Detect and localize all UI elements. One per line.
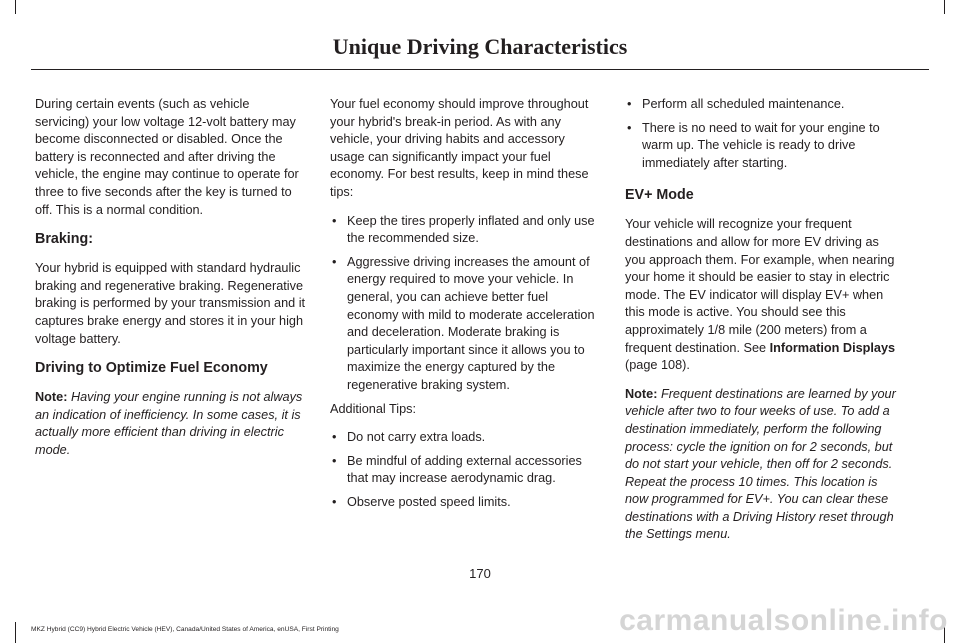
additional-tips-list <box>330 429 602 511</box>
note-label: Note: <box>35 390 68 405</box>
list-item: • Aggressive driving increases the amount of energy required to move your vehicle. In general, you can achieve better fuel economy with mild to moderate acceleration and deceleration. Moderate braking is particularly important since it allows you to maximize the energy captured by the regenerative braking system. <box>330 254 602 395</box>
list-item: • Keep the tires properly inflated and only use the recommended size. <box>330 213 602 248</box>
note-text: Frequent destinations are learned by your vehicle after two to four weeks of use. To add a destination immediately, perform the following process: cycle the ignition on for 2 seconds, but do not start your vehicle, then off for 2 seconds. Repeat the process 10 times. This location is now programmed for EV+. You can clear these destinations with a Driving History reset through the Settings menu. <box>625 386 896 542</box>
engine-note <box>35 389 307 459</box>
fuel-economy-heading: Driving to Optimize Fuel Economy <box>35 360 268 377</box>
list-item: • There is no need to wait for your engine to warm up. The vehicle is ready to drive immediately after starting. <box>625 120 897 173</box>
column-right <box>625 96 897 555</box>
column-left <box>35 96 307 471</box>
ev-mode-paragraph <box>625 216 897 374</box>
note-label: Note: <box>625 386 658 401</box>
footer-text: MKZ Hybrid (CC9) Hybrid Electric Vehicle (HEV), Canada/United States of America, enUSA, First Printing <box>31 626 339 633</box>
tips-list <box>330 213 602 395</box>
page-number: 170 <box>469 566 491 581</box>
list-item: • Perform all scheduled maintenance. <box>625 96 897 114</box>
ev-mode-heading: EV+ Mode <box>625 187 694 204</box>
braking-paragraph: Your hybrid is equipped with standard hydraulic braking and regenerative braking. Regenerative braking is performed by your transmission and it captures brake energy and stores it in your high voltage battery. <box>35 261 306 346</box>
ev-mode-text: Your vehicle will recognize your frequent destinations and allow for more EV driving as you approach them. For example, when nearing your home it should be easier to stay in electric mode. The EV indicator will display EV+ when this mode is active. You should see this approximately 1/8 mile (200 meters) from a frequent destination. See <box>625 217 895 355</box>
list-item: • Do not carry extra loads. <box>330 429 602 447</box>
page-title: Unique Driving Characteristics <box>332 34 628 59</box>
list-item: • Be mindful of adding external accessories that may increase aerodynamic drag. <box>330 453 602 488</box>
braking-heading: Braking: <box>35 231 93 248</box>
crop-mark-top-right <box>944 0 945 14</box>
additional-tips-label: Additional Tips: <box>330 401 417 416</box>
fuel-economy-paragraph: Your fuel economy should improve throughout your hybrid's break-in period. As with any vehicle, your driving habits and accessory usage can significantly impact your fuel economy. For best results, keep in mind these tips: <box>330 97 589 199</box>
column-middle <box>330 96 602 517</box>
watermark: carmanualsonline.info <box>619 604 948 637</box>
crop-mark-top-left <box>15 0 16 14</box>
battery-paragraph: During certain events (such as vehicle servicing) your low voltage 12-volt battery may become disconnected or disabled. Once the battery is reconnected and after driving the vehicle, the engine may continue to operate for three to five seconds after the key is turned to off. This is a normal condition. <box>35 97 299 217</box>
crop-mark-bottom-left <box>15 622 16 643</box>
ev-mode-note <box>625 386 897 544</box>
list-item: • Observe posted speed limits. <box>330 494 602 512</box>
xref-page: (page 108). <box>625 358 690 373</box>
title-divider <box>31 69 929 70</box>
maintenance-list <box>625 96 897 172</box>
information-displays-link[interactable]: Information Displays <box>769 340 896 355</box>
note-text: Having your engine running is not always an indication of inefficiency. In some cases, it is actually more efficient than driving in electric mode. <box>35 390 303 457</box>
